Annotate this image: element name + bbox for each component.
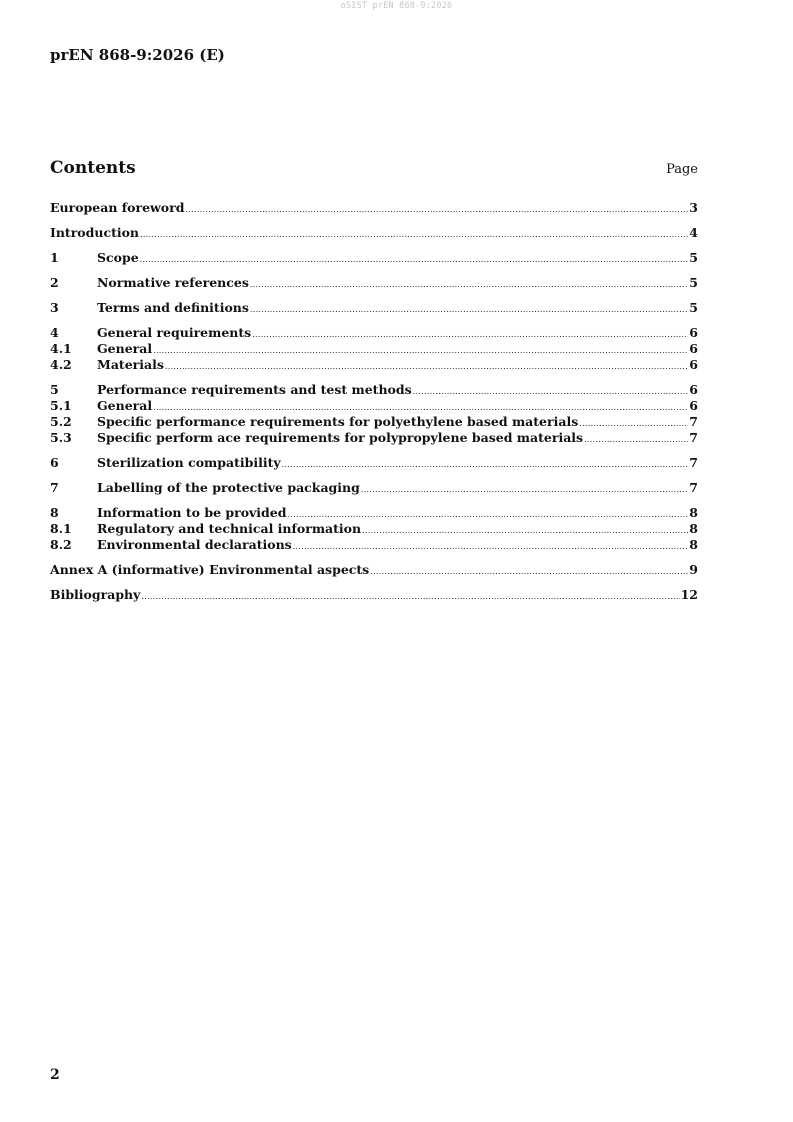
toc-entry-number: 1 [50, 250, 59, 265]
toc-entry-page: 12 [680, 587, 698, 602]
toc-entry-title: Terms and definitions [97, 300, 249, 315]
toc-entry-number: 5.2 [50, 414, 72, 429]
toc-entry-page: 9 [689, 562, 698, 577]
toc-leader-dots [370, 564, 688, 580]
toc-leader-dots [140, 227, 688, 243]
toc-leader-dots [413, 384, 689, 400]
toc-entry-title: Environmental declarations [97, 537, 292, 552]
toc-entry-page: 6 [689, 398, 698, 413]
toc-entry-bibliography[interactable] [50, 587, 698, 603]
toc-entry-page: 7 [689, 430, 698, 445]
toc-entry-5-1-general[interactable] [50, 398, 698, 414]
toc-entry-page: 8 [689, 505, 698, 520]
toc-entry-page: 6 [689, 382, 698, 397]
toc-entry-title: Information to be provided [97, 505, 287, 520]
toc-entry-8-1-regulatory[interactable] [50, 521, 698, 537]
toc-entry-page: 6 [689, 357, 698, 372]
toc-entry-page: 4 [689, 225, 698, 240]
toc-entry-page: 6 [689, 341, 698, 356]
contents-heading: Contents [50, 158, 136, 178]
toc-leader-dots [250, 302, 688, 318]
toc-entry-number: 5 [50, 382, 59, 397]
document-id: prEN 868-9:2026 (E) [50, 46, 225, 64]
toc-entry-title: General [97, 398, 153, 413]
toc-leader-dots [282, 457, 689, 473]
toc-entry-title: Performance requirements and test methods [97, 382, 412, 397]
toc-entry-title: European foreword [50, 200, 185, 215]
toc-entry-page: 8 [689, 521, 698, 536]
toc-entry-title: Specific perform ace requirements for polypropylene based materials [97, 430, 584, 445]
toc-leader-dots [252, 327, 688, 343]
toc-entry-introduction[interactable] [50, 225, 698, 241]
toc-entry-number: 8 [50, 505, 59, 520]
toc-entry-european-foreword[interactable] [50, 200, 698, 216]
watermark: oSIST prEN 868-9:2026 [340, 1, 453, 11]
toc-entry-5-2-polyethylene[interactable] [50, 414, 698, 430]
toc-leader-dots [141, 589, 679, 605]
toc-entry-page: 7 [689, 455, 698, 470]
toc-leader-dots [185, 202, 688, 218]
toc-entry-number: 5.3 [50, 430, 72, 445]
toc-entry-page: 8 [689, 537, 698, 552]
toc-leader-dots [153, 343, 688, 359]
toc-entry-number: 2 [50, 275, 59, 290]
toc-entry-page: 7 [689, 480, 698, 495]
table-of-contents [50, 200, 698, 603]
toc-entry-title: Regulatory and technical information [97, 521, 362, 536]
toc-entry-8-2-environmental[interactable] [50, 537, 698, 553]
toc-entry-information[interactable] [50, 505, 698, 521]
toc-entry-page: 6 [689, 325, 698, 340]
page-number: 2 [50, 1067, 60, 1083]
toc-entry-4-2-materials[interactable] [50, 357, 698, 373]
toc-entry-title: General [97, 341, 153, 356]
toc-entry-title: Sterilization compatibility [97, 455, 281, 470]
toc-entry-number: 6 [50, 455, 59, 470]
toc-entry-number: 8.1 [50, 521, 72, 536]
toc-leader-dots [584, 432, 688, 448]
toc-entry-title: Scope [97, 250, 139, 265]
page-column-label: Page [666, 162, 698, 177]
toc-entry-number: 4 [50, 325, 59, 340]
toc-entry-sterilization[interactable] [50, 455, 698, 471]
toc-leader-dots [579, 416, 688, 432]
toc-entry-number: 8.2 [50, 537, 72, 552]
toc-leader-dots [362, 523, 688, 539]
toc-entry-terms-definitions[interactable] [50, 300, 698, 316]
toc-entry-performance-requirements[interactable] [50, 382, 698, 398]
toc-leader-dots [165, 359, 688, 375]
toc-entry-title: Normative references [97, 275, 249, 290]
toc-entry-4-1-general[interactable] [50, 341, 698, 357]
toc-entry-page: 5 [689, 300, 698, 315]
toc-entry-title: Introduction [50, 225, 140, 240]
toc-entry-number: 4.1 [50, 341, 72, 356]
toc-entry-number: 3 [50, 300, 59, 315]
toc-entry-labelling[interactable] [50, 480, 698, 496]
toc-entry-title: General requirements [97, 325, 252, 340]
toc-entry-general-requirements[interactable] [50, 325, 698, 341]
toc-entry-normative-references[interactable] [50, 275, 698, 291]
toc-leader-dots [250, 277, 688, 293]
toc-entry-title: Materials [97, 357, 164, 372]
toc-entry-annex-a[interactable] [50, 562, 698, 578]
toc-entry-number: 7 [50, 480, 59, 495]
toc-entry-number: 5.1 [50, 398, 72, 413]
toc-entry-title: Bibliography [50, 587, 141, 602]
toc-entry-scope[interactable] [50, 250, 698, 266]
toc-entry-title: Labelling of the protective packaging [97, 480, 360, 495]
toc-entry-title: Specific performance requirements for polyethylene based materials [97, 414, 579, 429]
toc-leader-dots [361, 482, 688, 498]
toc-leader-dots [140, 252, 689, 268]
toc-entry-5-3-polypropylene[interactable] [50, 430, 698, 446]
toc-entry-page: 5 [689, 250, 698, 265]
toc-entry-title: Annex A (informative) Environmental aspects [50, 562, 370, 577]
toc-entry-page: 7 [689, 414, 698, 429]
toc-entry-page: 3 [689, 200, 698, 215]
toc-leader-dots [293, 539, 689, 555]
toc-entry-number: 4.2 [50, 357, 72, 372]
toc-entry-page: 5 [689, 275, 698, 290]
